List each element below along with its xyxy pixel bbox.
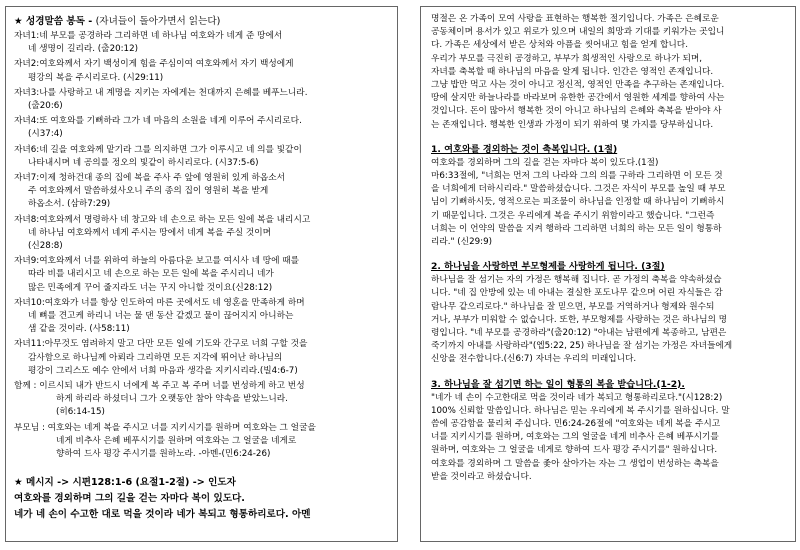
verse-line: 자녀1:네 부모를 공경하라 그리하면 네 하나님 여호와가 네게 준 땅에서 (14, 31, 283, 41)
verse-line: 자녀11:아무것도 염려하지 말고 다만 모든 일에 기도와 간구로 너희 구할 것을 (14, 339, 308, 350)
section-line: 님이 기뻐하시듯, 영적으로는 피조물이 하나님을 인정할 때 하나님이 기뻐하시 (431, 197, 725, 208)
verse-line: 네 하나님 여호와께서 네게 주시는 땅에서 네게 복을 주실 것이며 (28, 227, 272, 238)
section-line: 원하며, 여호와는 그 얼굴을 네게로 향하여 드사 평강 주시기를" 원하십니다. (431, 445, 718, 456)
verse-line: 주 여호와께서 말씀하셨사오니 주의 종의 집이 영원히 복을 받게 (28, 186, 269, 197)
section-line: 리라." (신29:9) (431, 237, 492, 248)
section-line: 하나님을 잘 섬기는 자의 가정은 행복해 집니다. 곧 가정의 축복을 약속하셨습 (431, 275, 722, 286)
section-line: 신앙을 전수합니다.(신6:7) 자녀는 우리의 미래입니다. (431, 354, 637, 365)
scripture-reading-title (14, 14, 389, 29)
intro-line: 명절은 온 가족이 모여 사랑을 표현하는 행복한 절기입니다. 가족은 은혜로운 (431, 14, 719, 24)
verse-line: 감사함으로 하나님께 아뢰라 그리하면 모든 지각에 뛰어난 하나님의 (28, 352, 283, 363)
verse-line: 자녀4:또 여호와를 기뻐하라 그가 네 마음의 소원을 네게 이루어 주시리로다. (14, 116, 302, 127)
intro-line: 다. 가족은 세상에서 받은 상처와 아픔을 씻어내고 힘을 얻게 합니다. (431, 40, 688, 51)
sermon-sections (431, 143, 785, 484)
section-body (431, 392, 785, 484)
intro-line: 자녀를 축복할 때 하나님의 마음을 알게 됩니다. 인간은 영적인 존재입니다. (431, 66, 714, 77)
verse-block (14, 338, 389, 378)
section-title: 3. 하나님을 잘 섬기면 하는 일이 형통의 복을 받습니다.(1-2). (431, 378, 685, 390)
verse-block (14, 380, 389, 420)
section-line: 너를 지키시기를 원하며, 여호와는 그의 얼굴을 네게 비추사 은혜 베푸시기를 (431, 432, 719, 443)
section-body (431, 274, 785, 366)
verse-line: 평강이 그리스도 예수 안에서 너희 마음과 생각을 지키시리라.(빌4:6-7) (28, 365, 298, 376)
verse-block (14, 255, 389, 295)
verse-line: 자녀9:여호와께서 너를 위하여 하늘의 아름다운 보고를 여시사 네 땅에 때를 (14, 256, 300, 267)
intro-line: 공동체이며 용서가 있고 위로가 있으며 내일의 희망과 기대를 키워가는 곳입니 (431, 27, 725, 38)
verse-line: 따라 비를 내리시고 네 손으로 하는 모든 일에 복을 주시리니 네가 (28, 269, 274, 280)
section-title: 1. 여호와를 경외하는 것이 축복입니다. (1절) (431, 143, 618, 155)
section-line: 람나무 같으리로다." 하나님을 잘 믿으면, 부모를 거역하거나 형제와 원수되 (431, 301, 715, 312)
right-page (420, 6, 796, 542)
section-line: 마6:33절에, "너희는 먼저 그의 나라와 그의 의를 구하라 그리하면 이 모든 것 (431, 171, 723, 182)
verse-line: (히6:14-15) (56, 407, 105, 418)
verse-line: 자녀8:여호와께서 명령하사 네 창고와 네 손으로 하는 모든 일에 복을 내리시고 (14, 214, 311, 225)
message-text (14, 491, 389, 523)
section-line: 니다. "네 집 안방에 있는 네 아내는 결실한 포도나무 같으며 어린 자식들은 감 (431, 288, 723, 299)
section-line: 여호와를 경외하며 그의 길을 걷는 자마다 복이 있도다.(1절) (431, 157, 659, 168)
section-line: 씀에 공감함을 물리쳐 주십니다. 민6:24-26절에 "여호와는 네게 복을 주시고 (431, 419, 721, 430)
verse-line: 네 생명이 길리라. (출20:12) (28, 44, 138, 55)
intro-line: 그냥 밥만 먹고 사는 것이 아니고 정신적, 영적인 만족을 추구하는 존재입니다. (431, 80, 725, 91)
verse-block (14, 58, 389, 84)
verse-line: 많은 민족에게 꾸어 줄지라도 너는 꾸지 아니할 것이요(신28:12) (28, 282, 273, 293)
verse-line: 샘 같을 것이라. (사58:11) (28, 324, 130, 335)
section-line: 거나, 부부가 미워할 수 없습니다. 또한, 부모형제를 사랑하는 것은 하나님의 명 (431, 314, 728, 325)
verse-line: 나타내시며 네 공의를 정오의 빛같이 하시리로다. (시37:5-6) (28, 157, 259, 168)
verse-block (14, 214, 389, 254)
section-line: 령입니다. "네 부모를 공경하라"(출20:12) "아내는 남편에게 복종하고, 남편은 (431, 328, 727, 339)
section-line: 죽기까지 아내를 사랑하라"(엡5:22, 25) 하나님을 잘 섬기는 가정은 자녀들에게 (431, 341, 733, 352)
verse-line: 부모님 : 여호와는 네게 복을 주시고 너를 지키시기를 원하며 여호와는 그 얼굴을 (14, 422, 316, 433)
section-body (431, 157, 785, 249)
verse-line: (신28:8) (28, 241, 63, 252)
message-heading: ★ 메시지 -> 시편128:1-6 (요절1-2절) -> 인도자 (14, 477, 236, 489)
section-title: 2. 하나님을 사랑하면 부모형제를 사랑하게 됩니다. (3절) (431, 261, 665, 273)
verse-line: 자녀6:네 길을 여호와께 맡기라 그를 의지하면 그가 이루시고 네 의를 빛같이 (14, 144, 302, 155)
message-line: 여호와를 경외하며 그의 길을 걷는 자마다 복이 있도다. (14, 493, 245, 505)
verse-line: 네게 비추사 은혜 베푸시기를 원하며 여호와는 그 얼굴을 네게로 (56, 435, 297, 446)
title-subtitle: (자녀들이 돌아가면서 읽는다) (95, 16, 221, 27)
section-line: "네가 네 손이 수고한대로 먹을 것이라 네가 복되고 형통하리로다."(시128:2) (431, 392, 723, 403)
intro-line: 우리가 부모를 극진히 공경하고, 부부가 희생적인 사랑으로 하나가 되며, (431, 53, 702, 64)
verse-line: 하옵소서. (삼하7:29) (28, 199, 111, 210)
verse-line: 자녀2:여호와께서 자기 백성이게 힘을 주심이여 여호와께서 자기 백성에게 (14, 59, 294, 70)
verse-line: 자녀7:이제 청하건대 종의 집에 복을 주사 주 앞에 영원히 있게 하옵소서 (14, 173, 286, 184)
section-line: 기 때문입니다. 그것은 우리에게 복을 주시기 위함이라고 했습니다. "그런즉 (431, 210, 715, 221)
intro-paragraph (431, 13, 785, 132)
section-line: 100% 신뢰할 말씀입니다. 하나님은 믿는 우리에게 복 주시기를 원하십니다. 말 (431, 405, 730, 416)
intro-line: 것입니다. 돈이 많아서 행복한 것이 아니고 하나님의 은혜와 축복을 받아야 사 (431, 106, 722, 117)
verse-line: 네 뼈를 견고케 하리니 너는 물 댄 동산 같겠고 물이 끊어지지 아니하는 (28, 311, 294, 322)
title-main: ★ 성경말씀 봉독 - (14, 16, 93, 27)
intro-line: 땅에 살지만 하늘나라를 바라보며 유한한 공간에서 영원한 세계를 향하여 사는 (431, 93, 725, 104)
left-page (5, 6, 398, 542)
section-line: 받을 것이라고 하셨습니다. (431, 471, 532, 482)
section-line: 여호와를 경외하며 그 말씀을 좇아 살아가는 자는 그 생업이 번성하는 축복을 (431, 458, 719, 469)
verse-block (14, 297, 389, 337)
verse-list (14, 30, 389, 461)
section-line: 을 너희에게 더하시리라." 말씀하셨습니다. 그것은 자식이 부모를 높일 때 부모 (431, 184, 726, 195)
message-line: 네가 네 손이 수고한 대로 먹을 것이라 네가 복되고 형통하리로다. 아멘 (14, 509, 311, 521)
verse-block (14, 172, 389, 212)
verse-line: 향하여 드사 평강 주시기를 원하노라. -아멘-(민6:24-26) (56, 449, 271, 460)
verse-line: 함께 : 이르시되 내가 반드시 너에게 복 주고 복 주며 너를 번성하게 하고 번성 (14, 381, 305, 392)
verse-block (14, 30, 389, 56)
verse-line: 평강의 복을 주시리로다. (시29:11) (28, 72, 164, 83)
verse-block (14, 87, 389, 113)
verse-line: (시37:4) (28, 129, 63, 140)
verse-block (14, 144, 389, 170)
verse-line: (출20:6) (28, 101, 63, 112)
intro-line: 는 존재입니다. 행복한 인생과 가정이 되기 위하여 몇 가지를 당부하십니다. (431, 119, 714, 130)
verse-block (14, 115, 389, 141)
verse-line: 자녀3:나를 사랑하고 내 계명을 지키는 자에게는 천대까지 은혜를 베푸느니라. (14, 87, 308, 98)
verse-line: 하게 하리라 하셨더니 그가 오랫동안 참아 약속을 받았느니라. (56, 394, 288, 405)
section-line: 너희는 이 언약의 말씀을 지켜 행하라 그리하면 너희의 하는 모든 일이 형통하 (431, 223, 722, 234)
verse-line: 자녀10:여호와가 너를 항상 인도하여 마른 곳에서도 네 영혼을 만족하게 하며 (14, 297, 305, 308)
verse-block (14, 422, 389, 462)
